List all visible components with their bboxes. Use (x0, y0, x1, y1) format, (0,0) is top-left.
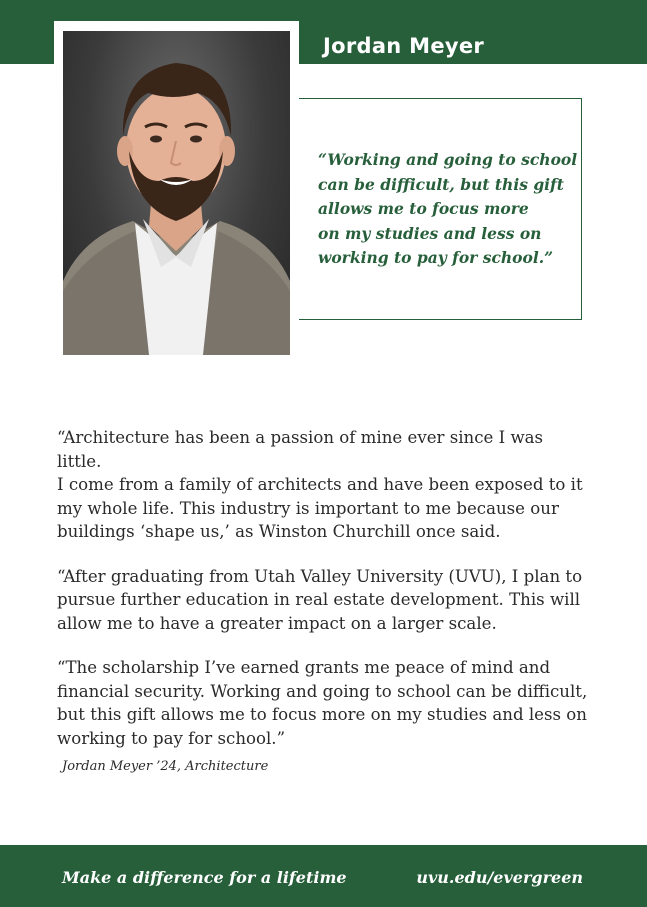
portrait-illustration (63, 31, 290, 355)
portrait-photo (63, 31, 290, 355)
testimonial-paragraph: “After graduating from Utah Valley University (UVU), I plan to pursue further education in real estate development. This will allow me to have a greater impact on a larger scale. (57, 566, 583, 633)
testimonial-body (57, 426, 592, 771)
attribution: Jordan Meyer ’24, Architecture (62, 759, 269, 774)
student-name: Jordan Meyer (323, 34, 485, 58)
footer-tagline: Make a difference for a lifetime (62, 868, 347, 887)
pull-quote: “Working and going to school can be difficult, but this gift allows me to focus more on my studies and less on working to pay for school.” (318, 150, 578, 267)
testimonial-paragraph: “Architecture has been a passion of mine ever since I was little. I come from a family of architects and have been exposed to it my whole life. This industry is important to me because our buildings ‘shape us,’ as Winston Churchill once said. (57, 428, 583, 541)
footer-url-link[interactable]: uvu.edu/evergreen (416, 868, 583, 887)
testimonial-paragraph: “The scholarship I’ve earned grants me peace of mind and financial security. Working and going to school can be difficult, but this gift allows me to focus more on my studies and less on working to pay for school.” (57, 658, 588, 748)
